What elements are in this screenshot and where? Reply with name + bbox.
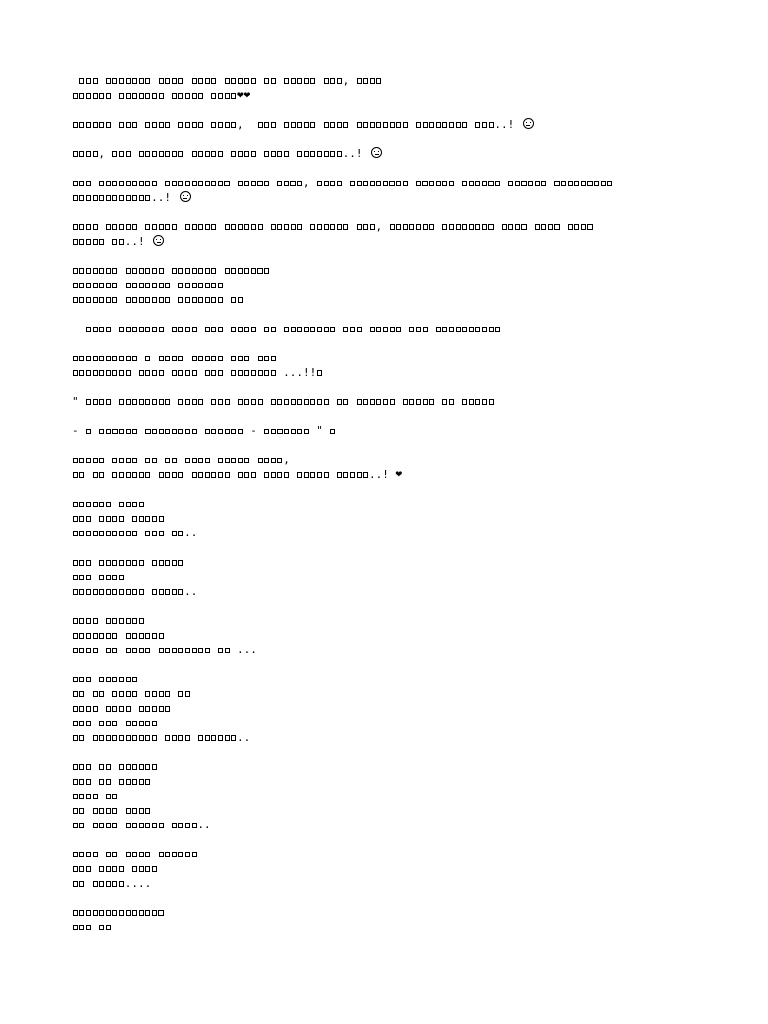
paragraph: [72, 322, 712, 337]
text-line: [72, 789, 712, 804]
paragraph: [72, 453, 712, 482]
sad-face-icon: [523, 118, 534, 129]
text-line: ..! ❤: [72, 468, 712, 483]
text-line: ..!: [72, 191, 712, 206]
text-line: ...: [72, 643, 712, 658]
paragraph: [72, 614, 712, 658]
sad-face-icon: [371, 147, 382, 158]
text-line: [72, 629, 712, 644]
paragraph: [72, 847, 712, 891]
text-line: [72, 570, 712, 585]
text-line: - - ": [72, 424, 712, 439]
text-line: [72, 760, 712, 775]
text-line: , ..!: [72, 118, 712, 133]
text-line: [72, 687, 712, 702]
text-line: ,: [72, 220, 712, 235]
paragraph: [72, 264, 712, 308]
heart-icon: ❤: [395, 467, 403, 481]
text-line: ...!!: [72, 366, 712, 381]
text-line: [72, 351, 712, 366]
text-line: [72, 278, 712, 293]
text-line: ,: [72, 453, 712, 468]
text-line: [72, 89, 712, 104]
text-line: ..!: [72, 235, 712, 250]
paragraph: [72, 497, 712, 541]
text-line: ..: [72, 731, 712, 746]
text-line: [72, 672, 712, 687]
text-line: ..: [72, 818, 712, 833]
text-line: [72, 702, 712, 717]
text-line: [72, 906, 712, 921]
paragraph: [72, 906, 712, 935]
text-line: [72, 497, 712, 512]
heart-icon: ❤: [243, 87, 251, 101]
text-line: ..: [72, 585, 712, 600]
text-line: [72, 556, 712, 571]
paragraph: [72, 395, 712, 410]
text-line: ,: [72, 74, 712, 89]
paragraph: [72, 118, 712, 133]
paragraph: [72, 176, 712, 205]
text-line: [72, 293, 712, 308]
paragraph: [72, 351, 712, 380]
sad-face-icon: [180, 191, 191, 202]
text-line: [72, 716, 712, 731]
paragraph: [72, 672, 712, 745]
paragraph: [72, 220, 712, 249]
text-line: [72, 804, 712, 819]
text-line: [72, 862, 712, 877]
text-line: ,: [72, 176, 712, 191]
document-page: [72, 74, 712, 950]
sad-face-icon: [153, 235, 164, 246]
text-line: [72, 264, 712, 279]
heart-icon: ❤: [236, 87, 244, 101]
text-line: [72, 322, 712, 337]
paragraph: [72, 74, 712, 103]
paragraph: [72, 760, 712, 833]
paragraph: [72, 424, 712, 439]
paragraph: [72, 556, 712, 600]
text-line: [72, 847, 712, 862]
text-line: ..: [72, 526, 712, 541]
text-line: ": [72, 395, 712, 410]
text-line: ....: [72, 877, 712, 892]
text-line: [72, 920, 712, 935]
text-line: [72, 512, 712, 527]
text-line: [72, 775, 712, 790]
paragraph: [72, 147, 712, 162]
text-line: [72, 614, 712, 629]
text-line: , ..!: [72, 147, 712, 162]
